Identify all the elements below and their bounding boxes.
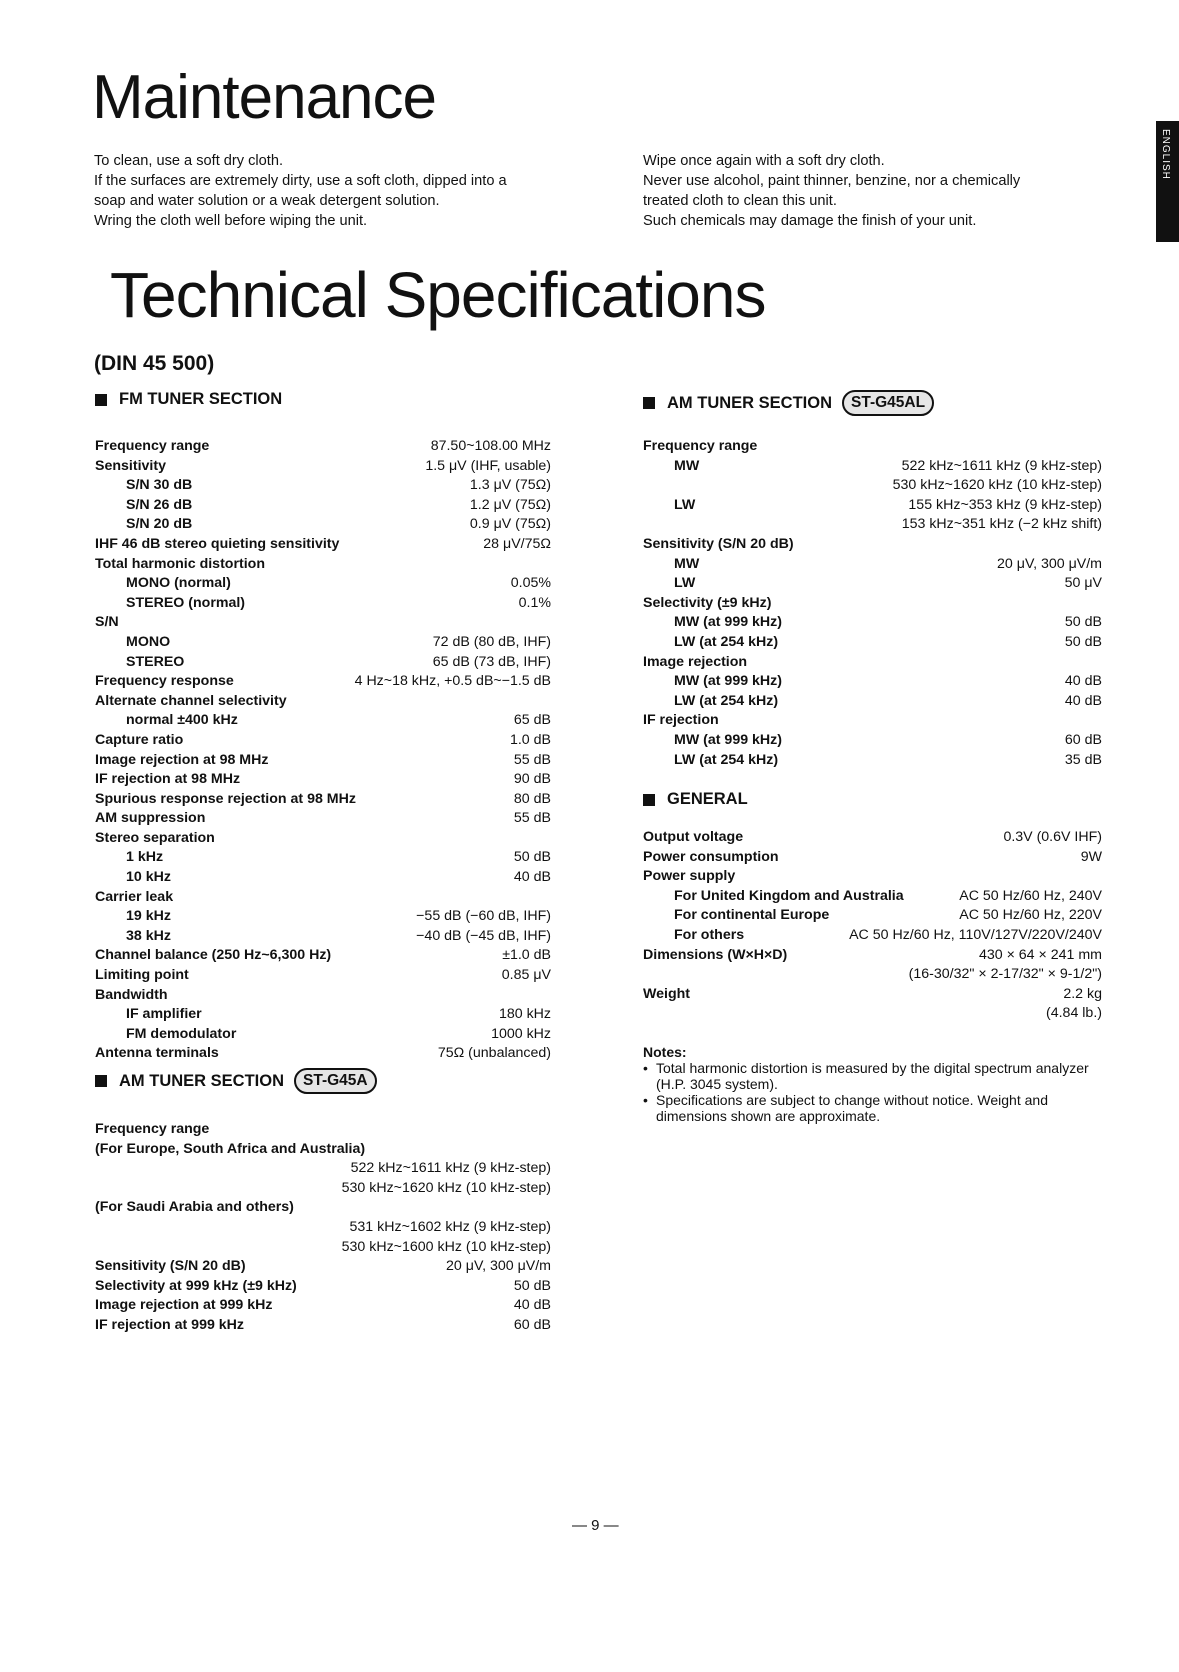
spec-value: −55 dB (−60 dB, IHF) [416, 908, 551, 925]
spec-label: Sensitivity (S/N 20 dB) [95, 1258, 246, 1275]
maintenance-line: Wring the cloth well before wiping the unit. [94, 213, 368, 229]
spec-row [643, 946, 1102, 966]
note-item: • Specifications are subject to change without notice. Weight and dimensions shown are approximate. [643, 1092, 1108, 1124]
spec-value: 0.1% [518, 594, 551, 611]
spec-row [643, 633, 1102, 653]
spec-label: Output voltage [643, 829, 744, 845]
spec-label: Dimensions (W×H×D) [643, 946, 788, 963]
spec-value: 40 dB [1064, 673, 1102, 690]
spec-row [95, 809, 551, 829]
spec-value: 9W [1080, 848, 1102, 865]
spec-label: S/N 26 dB [126, 496, 193, 513]
spec-row [95, 1316, 551, 1336]
spec-label: Selectivity at 999 kHz (±9 kHz) [95, 1277, 297, 1294]
spec-row [643, 535, 1102, 555]
spec-value: 530 kHz~1620 kHz (10 kHz-step) [892, 477, 1102, 494]
spec-label: IF amplifier [126, 1006, 202, 1023]
spec-value: 1.5 μV (IHF, usable) [425, 457, 551, 474]
spec-label: IHF 46 dB stereo quieting sensitivity [95, 535, 340, 552]
spec-label: 38 kHz [126, 927, 171, 944]
spec-label: Limiting point [95, 967, 189, 984]
spec-value: 80 dB [513, 790, 551, 807]
spec-label: (For Europe, South Africa and Australia) [95, 1140, 366, 1157]
bullet-square-icon [643, 794, 655, 806]
spec-row [95, 1198, 551, 1218]
spec-value: 65 dB (73 dB, IHF) [432, 653, 551, 670]
spec-row [643, 848, 1102, 868]
spec-label: MW [674, 555, 700, 572]
spec-row [95, 986, 551, 1006]
spec-value: 4 Hz~18 kHz, +0.5 dB~−1.5 dB [354, 673, 551, 690]
spec-label: Power supply [643, 868, 736, 885]
spec-row [643, 653, 1102, 673]
spec-value: 75Ω (unbalanced) [437, 1045, 551, 1062]
spec-row [643, 926, 1102, 946]
spec-row [643, 692, 1102, 712]
spec-label: S/N 20 dB [126, 516, 193, 533]
spec-row [95, 790, 551, 810]
spec-row [643, 711, 1102, 731]
spec-row [95, 1025, 551, 1045]
spec-value: AC 50 Hz/60 Hz, 110V/127V/220V/240V [849, 926, 1102, 943]
spec-row [643, 496, 1102, 516]
spec-value: 153 kHz~351 kHz (−2 kHz shift) [901, 516, 1102, 533]
spec-row [95, 457, 551, 477]
bullet-square-icon [643, 397, 655, 409]
spec-value: 531 kHz~1602 kHz (9 kHz-step) [349, 1218, 551, 1235]
spec-value: 530 kHz~1620 kHz (10 kHz-step) [341, 1179, 551, 1196]
spec-row [95, 711, 551, 731]
spec-row [643, 867, 1102, 887]
spec-row [95, 1005, 551, 1025]
spec-row [95, 496, 551, 516]
specifications-title: Technical Specifications [110, 259, 766, 331]
spec-value: −40 dB (−45 dB, IHF) [416, 927, 551, 944]
spec-row [95, 594, 551, 614]
fm-spec-table [95, 437, 551, 1064]
spec-label: Bandwidth [95, 986, 168, 1003]
bullet-square-icon [95, 1075, 107, 1087]
spec-label: Total harmonic distortion [95, 555, 265, 572]
spec-label: STEREO (normal) [126, 594, 246, 611]
spec-row [95, 888, 551, 908]
spec-row [95, 555, 551, 575]
note-item: • Total harmonic distortion is measured by the digital spectrum analyzer (H.P. 3045 system). [643, 1060, 1108, 1092]
spec-label: AM suppression [95, 810, 206, 827]
bullet-square-icon [95, 394, 107, 406]
spec-label: MW (at 999 kHz) [674, 731, 782, 748]
spec-row [643, 672, 1102, 692]
spec-value: 155 kHz~353 kHz (9 kHz-step) [908, 496, 1102, 513]
spec-row [95, 437, 551, 457]
spec-row [643, 1004, 1102, 1024]
spec-value: 0.3V (0.6V IHF) [1003, 829, 1102, 845]
spec-label: For others [674, 926, 745, 943]
spec-row [95, 770, 551, 790]
spec-label: LW [674, 575, 696, 592]
spec-label: LW (at 254 kHz) [674, 633, 779, 650]
spec-value: 1.3 μV (75Ω) [469, 477, 551, 494]
spec-row [95, 868, 551, 888]
spec-label: Frequency response [95, 673, 234, 690]
spec-row [95, 1238, 551, 1258]
spec-label: Channel balance (250 Hz~6,300 Hz) [95, 947, 332, 964]
maintenance-left-text [94, 151, 564, 231]
spec-label: S/N [95, 614, 119, 631]
spec-value: ±1.0 dB [502, 947, 551, 964]
model-badge: ST-G45A [294, 1068, 377, 1094]
general-section-heading [643, 790, 748, 809]
spec-label: MONO [126, 633, 171, 650]
spec-label: For United Kingdom and Australia [674, 887, 904, 904]
maintenance-line: Wipe once again with a soft dry cloth. [643, 153, 885, 169]
spec-label: Sensitivity [95, 457, 166, 474]
spec-row [643, 985, 1102, 1005]
spec-row [95, 1257, 551, 1277]
model-badge: ST-G45AL [842, 390, 934, 416]
maintenance-line: If the surfaces are extremely dirty, use a soft cloth, dipped into a [94, 173, 507, 189]
spec-label: Carrier leak [95, 888, 174, 905]
maintenance-line: treated cloth to clean this unit. [643, 193, 837, 209]
spec-row [95, 515, 551, 535]
spec-row [643, 594, 1102, 614]
spec-row [95, 692, 551, 712]
spec-label: Image rejection at 999 kHz [95, 1297, 273, 1314]
spec-row [643, 476, 1102, 496]
spec-label: Frequency range [643, 438, 758, 454]
spec-row [95, 1296, 551, 1316]
spec-label: LW (at 254 kHz) [674, 692, 779, 709]
spec-row [643, 751, 1102, 771]
spec-value: 35 dB [1064, 751, 1102, 768]
spec-value: 1.0 dB [509, 731, 551, 748]
spec-value: 40 dB [1064, 692, 1102, 709]
spec-label: IF rejection [643, 712, 719, 729]
spec-row [643, 574, 1102, 594]
spec-row [95, 1140, 551, 1160]
spec-label: IF rejection at 999 kHz [95, 1316, 245, 1333]
spec-label: Image rejection [643, 653, 748, 670]
spec-row [643, 457, 1102, 477]
spec-label: Antenna terminals [95, 1045, 219, 1062]
spec-row [643, 515, 1102, 535]
spec-value: 20 μV, 300 μV/m [446, 1258, 551, 1275]
spec-row [95, 672, 551, 692]
spec-row [95, 633, 551, 653]
spec-value: 1.2 μV (75Ω) [469, 496, 551, 513]
spec-label: S/N 30 dB [126, 477, 193, 494]
spec-value: 530 kHz~1600 kHz (10 kHz-step) [341, 1238, 551, 1255]
spec-value: 180 kHz [498, 1006, 551, 1023]
spec-value: 20 μV, 300 μV/m [997, 555, 1102, 572]
spec-row [95, 751, 551, 771]
spec-label: STEREO [126, 653, 185, 670]
spec-value: 0.9 μV (75Ω) [469, 516, 551, 533]
spec-value: 87.50~108.00 MHz [430, 438, 551, 454]
spec-label: Image rejection at 98 MHz [95, 751, 269, 768]
spec-label: Power consumption [643, 848, 779, 865]
spec-label: Selectivity (±9 kHz) [643, 594, 772, 611]
spec-row [643, 887, 1102, 907]
spec-value: (4.84 lb.) [1046, 1005, 1102, 1022]
spec-row [95, 829, 551, 849]
spec-label: Frequency range [95, 1121, 210, 1137]
spec-label: FM demodulator [126, 1025, 237, 1042]
spec-row [95, 1179, 551, 1199]
spec-value: 50 dB [1064, 633, 1102, 650]
spec-value: 55 dB [513, 810, 551, 827]
spec-value: 50 dB [513, 849, 551, 866]
spec-row [643, 613, 1102, 633]
spec-row [95, 927, 551, 947]
spec-value: 1000 kHz [491, 1025, 551, 1042]
spec-value: 60 dB [513, 1316, 551, 1333]
din-standard-label: (DIN 45 500) [94, 352, 215, 375]
spec-label: LW (at 254 kHz) [674, 751, 779, 768]
spec-row [95, 731, 551, 751]
spec-label: Spurious response rejection at 98 MHz [95, 790, 356, 807]
general-spec-table [643, 828, 1102, 1024]
spec-value: 28 μV/75Ω [483, 535, 551, 552]
spec-row [95, 535, 551, 555]
spec-value: 55 dB [513, 751, 551, 768]
spec-row [643, 555, 1102, 575]
spec-value: 0.05% [510, 575, 551, 592]
spec-label: IF rejection at 98 MHz [95, 771, 241, 788]
spec-row [643, 731, 1102, 751]
spec-row [95, 946, 551, 966]
spec-value: 60 dB [1064, 731, 1102, 748]
am-g45al-spec-table [643, 437, 1102, 770]
spec-label: Sensitivity (S/N 20 dB) [643, 535, 794, 552]
maintenance-right-text [643, 151, 1103, 231]
spec-label: 19 kHz [126, 908, 171, 925]
spec-label: For continental Europe [674, 907, 830, 924]
spec-row [643, 828, 1102, 848]
am-g45al-section-title: AM TUNER SECTION [667, 393, 832, 412]
maintenance-title: Maintenance [92, 63, 437, 132]
spec-label: LW [674, 496, 696, 513]
notes-title: Notes: [643, 1044, 687, 1060]
spec-value: 50 dB [513, 1277, 551, 1294]
fm-section-heading [95, 390, 282, 409]
spec-label: MW [674, 457, 700, 474]
notes-block [643, 1044, 1108, 1124]
maintenance-line: Such chemicals may damage the finish of your unit. [643, 213, 977, 229]
spec-label: MW (at 999 kHz) [674, 614, 782, 631]
spec-row [643, 437, 1102, 457]
spec-row [95, 1277, 551, 1297]
spec-row [95, 848, 551, 868]
fm-section-title: FM TUNER SECTION [119, 390, 283, 408]
side-tab-label: ENGLISH [1160, 129, 1171, 180]
spec-row [95, 653, 551, 673]
spec-label: Alternate channel selectivity [95, 692, 287, 709]
spec-label: 1 kHz [126, 849, 164, 866]
spec-row [95, 476, 551, 496]
spec-label: Frequency range [95, 438, 210, 454]
spec-value: 2.2 kg [1063, 985, 1102, 1002]
spec-value: 522 kHz~1611 kHz (9 kHz-step) [901, 457, 1102, 474]
spec-row [95, 1120, 551, 1140]
spec-value: 40 dB [513, 1297, 551, 1314]
spec-label: normal ±400 kHz [126, 712, 238, 729]
spec-value: (16-30/32" × 2-17/32" × 9-1/2") [908, 966, 1102, 983]
spec-row [95, 1218, 551, 1238]
spec-value: AC 50 Hz/60 Hz, 240V [959, 887, 1102, 904]
page-number: — 9 — [572, 1517, 619, 1534]
spec-label: Stereo separation [95, 829, 215, 846]
general-section-title: GENERAL [667, 790, 748, 808]
spec-row [95, 1044, 551, 1064]
spec-row [95, 574, 551, 594]
spec-label: MONO (normal) [126, 575, 231, 592]
spec-label: Capture ratio [95, 731, 184, 748]
am-g45al-section-heading [643, 390, 934, 416]
spec-value: 430 × 64 × 241 mm [978, 946, 1102, 963]
maintenance-line: Never use alcohol, paint thinner, benzine, nor a chemically [643, 173, 1021, 189]
spec-label: Weight [643, 985, 691, 1002]
spec-value: 50 μV [1064, 575, 1102, 592]
am-g45a-spec-table [95, 1120, 551, 1336]
spec-value: 90 dB [513, 771, 551, 788]
spec-label: 10 kHz [126, 869, 171, 886]
spec-row [95, 613, 551, 633]
spec-value: 0.85 μV [501, 967, 551, 984]
spec-label: (For Saudi Arabia and others) [95, 1199, 294, 1216]
spec-label: MW (at 999 kHz) [674, 673, 782, 690]
spec-value: 40 dB [513, 869, 551, 886]
maintenance-line: To clean, use a soft dry cloth. [94, 153, 284, 169]
spec-row [95, 966, 551, 986]
spec-value: AC 50 Hz/60 Hz, 220V [959, 907, 1102, 924]
spec-value: 522 kHz~1611 kHz (9 kHz-step) [350, 1160, 551, 1177]
am-g45a-section-title: AM TUNER SECTION [119, 1071, 284, 1090]
maintenance-line: soap and water solution or a weak detergent solution. [94, 193, 440, 209]
spec-value: 50 dB [1064, 614, 1102, 631]
spec-row [95, 907, 551, 927]
spec-value: 72 dB (80 dB, IHF) [432, 633, 551, 650]
am-g45a-section-heading [95, 1068, 377, 1094]
spec-value: 65 dB [513, 712, 551, 729]
language-side-tab [1156, 121, 1179, 242]
spec-row [643, 965, 1102, 985]
spec-row [643, 906, 1102, 926]
spec-row [95, 1159, 551, 1179]
